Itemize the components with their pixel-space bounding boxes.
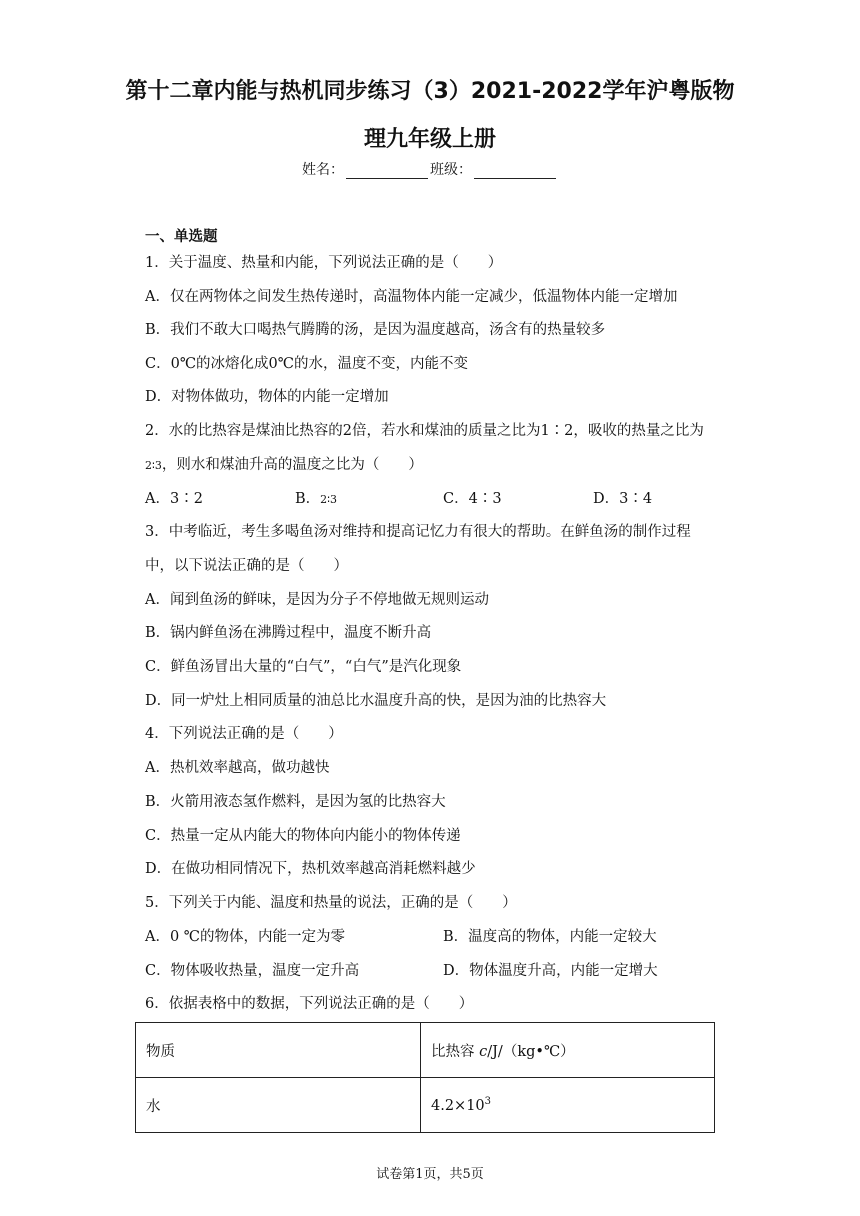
table-cell-substance: 水 [136,1078,421,1133]
q2-ratio: 2∶3 [145,459,162,472]
q3-option-a: A．闻到鱼汤的鲜味，是因为分子不停地做无规则运动 [145,592,489,608]
header-prefix: 比热容 [431,1043,480,1060]
q1-option-c: C．0℃的冰熔化成0℃的水，温度不变，内能不变 [145,356,468,372]
q2-stem-line1: 2．水的比热容是煤油比热容的2倍，若水和煤油的质量之比为1∶2，吸收的热量之比为 [145,423,704,439]
q2-option-b-label: B． [295,491,321,507]
q4-option-a: A．热机效率越高，做功越快 [145,760,330,776]
class-label: 班级： [430,162,472,178]
q3-option-c: C．鲜鱼汤冒出大量的“白气”，“白气”是汽化现象 [145,659,462,675]
page-footer: 试卷第1页，共5页 [376,1167,484,1182]
q3-option-d: D．同一炉灶上相同质量的油总比水温度升高的快，是因为油的比热容大 [145,693,607,709]
q2-option-a: A．3∶2 [145,491,203,507]
q4-option-c: C．热量一定从内能大的物体向内能小的物体传递 [145,828,461,844]
table-cell-value [421,1078,715,1133]
q5-option-b: B．温度高的物体，内能一定较大 [443,929,657,945]
table-header-substance: 物质 [136,1023,421,1078]
q5-stem: 5．下列关于内能、温度和热量的说法，正确的是（ ） [145,895,517,911]
q2-option-b [295,489,337,510]
table-row [136,1078,715,1133]
q3-stem-line2: 中，以下说法正确的是（ ） [145,558,348,574]
specific-heat-table [135,1022,715,1133]
title-line-1: 第十二章内能与热机同步练习（3）2021-2022学年沪粤版物 [125,79,735,104]
table-row [136,1023,715,1078]
q6-stem: 6．依据表格中的数据，下列说法正确的是（ ） [145,996,474,1012]
q1-option-a: A．仅在两物体之间发生热传递时，高温物体内能一定减少，低温物体内能一定增加 [145,289,678,305]
q1-stem: 1．关于温度、热量和内能，下列说法正确的是（ ） [145,255,503,271]
header-unit: /J/（kg•℃） [487,1043,575,1060]
q2-stem-line2 [145,455,423,476]
q2-option-d: D．3∶4 [593,491,653,507]
q4-option-b: B．火箭用液态氢作燃料，是因为氢的比热容大 [145,794,446,810]
class-blank[interactable] [474,164,556,179]
q5-option-c: C．物体吸收热量，温度一定升高 [145,963,360,979]
value-base: 4.2×10 [431,1097,485,1114]
q5-option-a: A．0 ℃的物体，内能一定为零 [145,929,346,945]
q3-stem-line1: 3．中考临近，考生多喝鱼汤对维持和提高记忆力有很大的帮助。在鲜鱼汤的制作过程 [145,524,691,540]
name-class-line [0,159,860,179]
q2-option-c: C．4∶3 [443,491,502,507]
q4-stem: 4．下列说法正确的是（ ） [145,726,343,742]
table-header-specific-heat [421,1023,715,1078]
section-heading: 一、单选题 [145,229,218,245]
title-line-2: 理九年级上册 [363,127,496,152]
q2-stem-text: ，则水和煤油升高的温度之比为（ ） [161,457,423,473]
q1-option-d: D．对物体做功，物体的内能一定增加 [145,389,389,405]
q4-option-d: D．在做功相同情况下，热机效率越高消耗燃料越少 [145,861,476,877]
value-exponent: 3 [484,1096,492,1108]
q2-option-b-value: 2∶3 [320,493,338,506]
header-variable: c [479,1043,488,1060]
q1-option-b: B．我们不敢大口喝热气腾腾的汤，是因为温度越高，汤含有的热量较多 [145,322,606,338]
q5-option-d: D．物体温度升高，内能一定增大 [443,963,658,979]
name-label: 姓名： [302,162,344,178]
q3-option-b: B．锅内鲜鱼汤在沸腾过程中，温度不断升高 [145,625,432,641]
name-blank[interactable] [346,164,428,179]
